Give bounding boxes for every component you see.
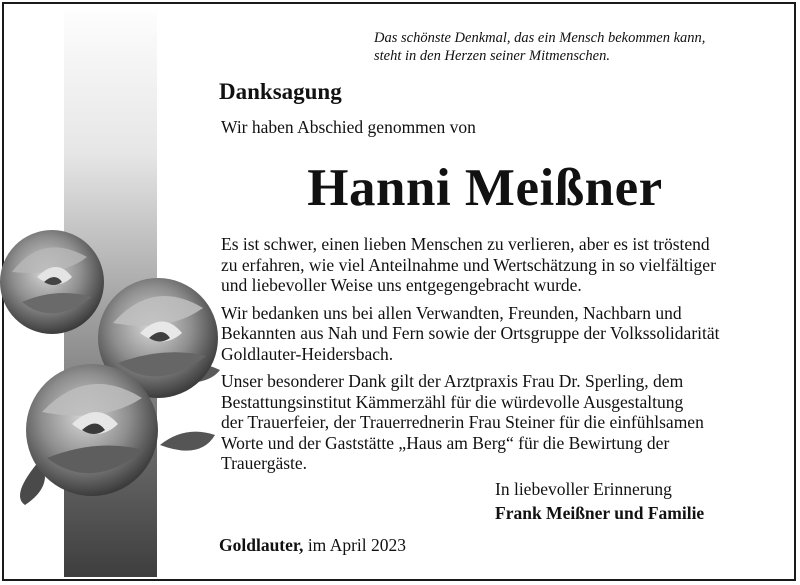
motto-quote — [374, 29, 774, 65]
text-line: und liebevoller Weise uns entgegengebracht wurde. — [221, 275, 582, 295]
roses-image — [0, 230, 230, 510]
body-text — [221, 234, 781, 481]
text-line: Wir bedanken uns bei allen Verwandten, Freunden, Nachbarn und — [221, 302, 682, 323]
closing-block — [495, 477, 704, 525]
text-line: der Trauerfeier, der Trauerrednerin Frau Steiner für die einfühlsamen — [221, 412, 704, 432]
intro-text: Wir haben Abschied genommen von — [221, 117, 476, 137]
paragraph-1 — [221, 234, 781, 296]
text-line: Trauergäste. — [221, 453, 308, 473]
quote-line-1: Das schönste Denkmal, das ein Mensch bekommen kann, — [374, 30, 706, 46]
place-date — [219, 535, 406, 556]
signature: Frank Meißner und Familie — [495, 503, 705, 523]
text-line: Bekannten aus Nah und Fern sowie der Ortsgruppe der Volkssolidarität — [221, 323, 720, 343]
paragraph-2 — [221, 303, 781, 365]
heading: Danksagung — [219, 79, 342, 104]
date: im April 2023 — [307, 535, 407, 555]
place: Goldlauter, — [219, 535, 304, 555]
text-line: zu erfahren, wie viel Anteilnahme und Wertschätzung in so vielfältiger — [221, 254, 716, 275]
text-line: Es ist schwer, einen lieben Menschen zu verlieren, aber es ist tröstend — [221, 234, 710, 254]
closing-phrase: In liebevoller Erinnerung — [495, 479, 672, 499]
deceased-name: Hanni Meißner — [307, 159, 663, 217]
paragraph-3 — [221, 371, 781, 474]
quote-line-2: steht in den Herzen seiner Mitmenschen. — [374, 48, 610, 64]
text-line: Goldlauter-Heidersbach. — [221, 343, 394, 364]
text-line: Unser besonderer Dank gilt der Arztpraxis Frau Dr. Sperling, dem — [221, 371, 684, 391]
text-line: Bestattungsinstitut Kämmerzähl für die würdevolle Ausgestaltung — [221, 391, 684, 412]
text-line: Worte und der Gaststätte „Haus am Berg“ für die Bewirtung der — [221, 432, 670, 453]
